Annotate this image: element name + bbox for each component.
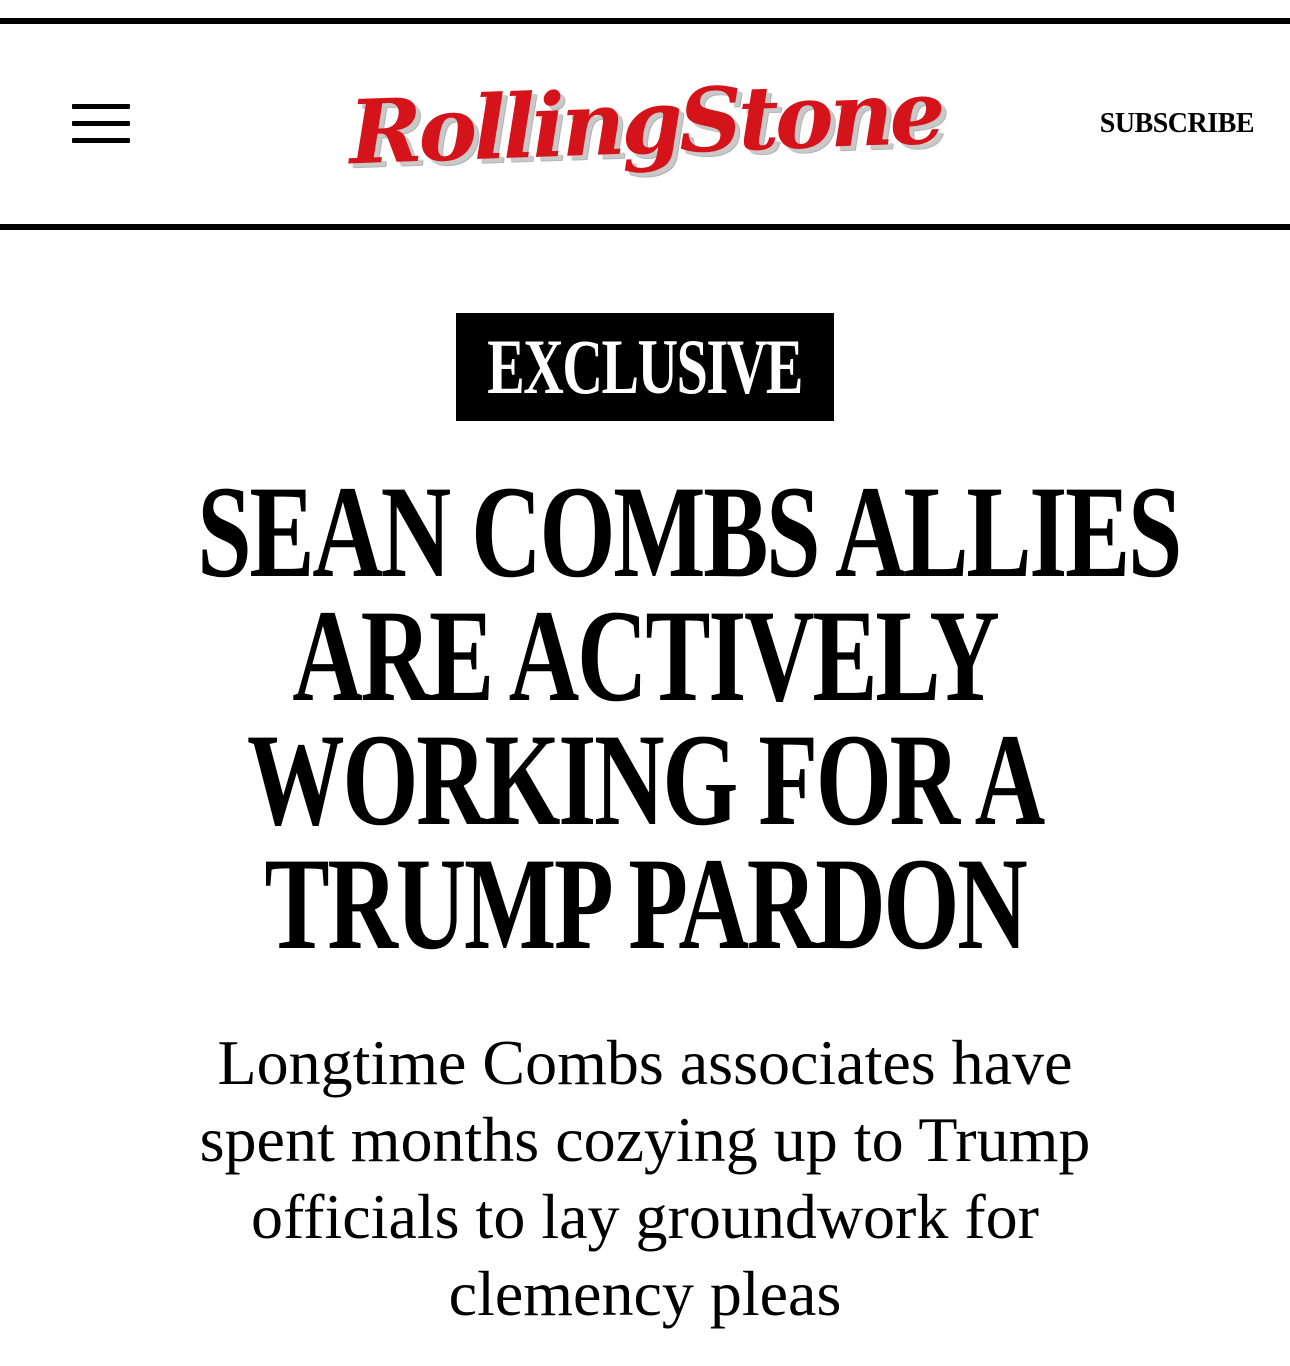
rolling-stone-logo[interactable] xyxy=(330,52,960,192)
logo-wordmark: RollingStone xyxy=(347,59,943,185)
hamburger-menu-icon[interactable] xyxy=(68,98,134,148)
menu-bar xyxy=(72,121,130,126)
dek-line: spent months cozying up to Trump xyxy=(199,1104,1091,1175)
exclusive-badge xyxy=(456,313,834,421)
subscribe-link[interactable]: SUBSCRIBE xyxy=(1099,108,1254,139)
dek-line: Longtime Combs associates have xyxy=(217,1027,1073,1098)
dek-line: officials to lay groundwork for xyxy=(251,1181,1039,1252)
header-top-rule xyxy=(0,18,1290,24)
headline-line: SEAN COMBS ALLIES xyxy=(197,458,1181,605)
dek-line: clemency pleas xyxy=(448,1258,842,1329)
article-subheadline xyxy=(100,1024,1190,1332)
exclusive-badge-label: EXCLUSIVE xyxy=(487,323,803,410)
menu-bar xyxy=(72,138,130,143)
article-headline xyxy=(40,458,1250,977)
headline-line: TRUMP PARDON xyxy=(264,830,1026,977)
headline-line: ARE ACTIVELY xyxy=(292,582,998,729)
menu-bar xyxy=(72,104,130,109)
header-bottom-rule xyxy=(0,224,1290,230)
headline-line: WORKING FOR A xyxy=(246,706,1044,853)
